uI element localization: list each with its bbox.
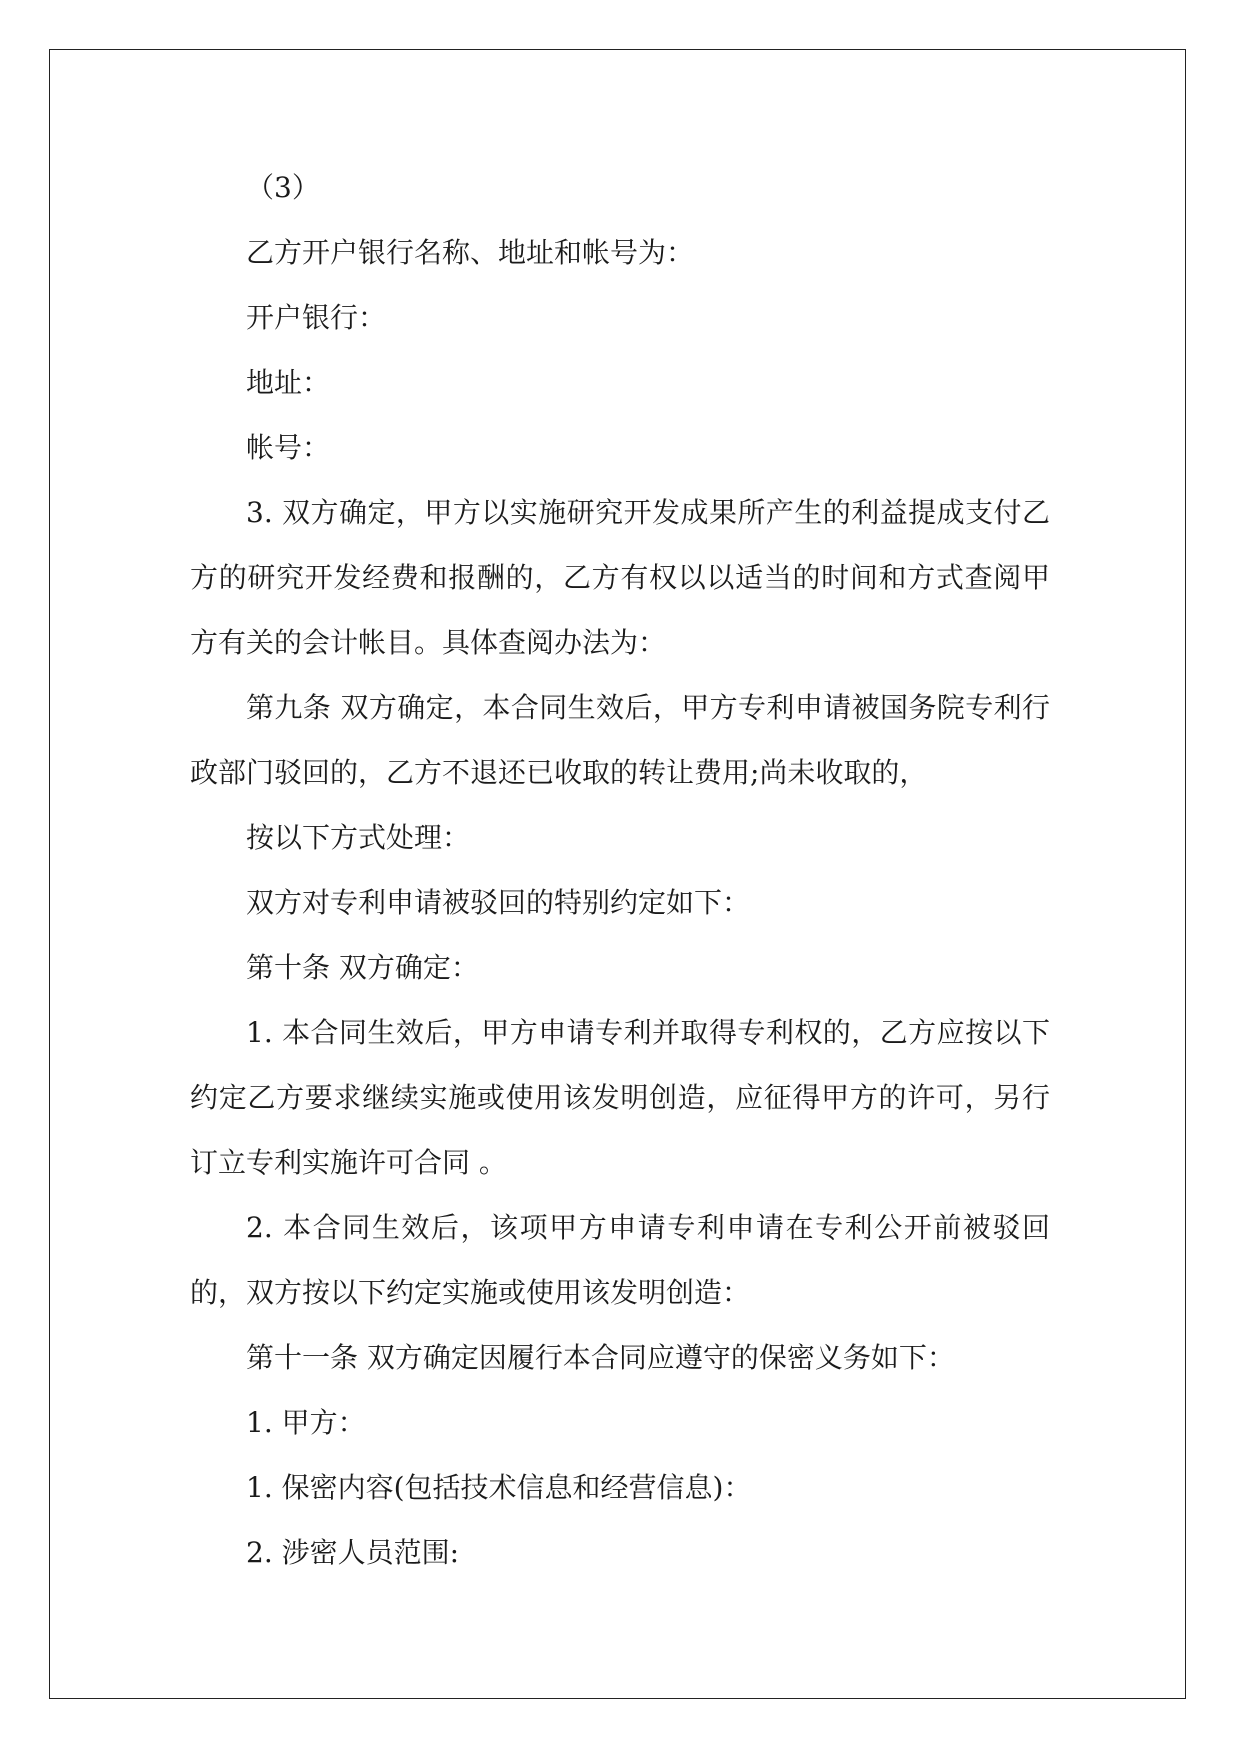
paragraph-account-number: 帐号： [246, 431, 331, 464]
paragraph-article-10: 第十条 双方确定： [246, 951, 479, 984]
paragraph-clause-3: 3. 双方确定，甲方以实施研究开发成果所产生的利益提成支付乙方的研究开发经费和报酬的，乙方有权以以适当的时间和方式查阅甲方有关的会计帐目。具体查阅办法为： [190, 496, 1050, 659]
paragraph-handling-method: 按以下方式处理： [246, 821, 471, 854]
paragraph-party-a: 1. 甲方： [246, 1406, 366, 1439]
paragraph-bank-name: 开户银行： [246, 301, 387, 334]
paragraph-special-agreement: 双方对专利申请被驳回的特别约定如下： [246, 886, 751, 919]
paragraph-address: 地址： [246, 366, 331, 399]
paragraph-confidential-content: 1. 保密内容(包括技术信息和经营信息)： [246, 1471, 752, 1504]
paragraph-personnel-scope: 2. 涉密人员范围: [246, 1536, 460, 1569]
document-body [190, 155, 1050, 1585]
paragraph-article-9: 第九条 双方确定，本合同生效后，甲方专利申请被国务院专利行政部门驳回的，乙方不退还已收取的转让费用;尚未收取的， [190, 691, 1050, 789]
paragraph-article-10-clause-2: 2. 本合同生效后，该项甲方申请专利申请在专利公开前被驳回的，双方按以下约定实施或使用该发明创造： [190, 1211, 1050, 1309]
paragraph-item-3: （3） [246, 171, 320, 204]
paragraph-article-10-clause-1: 1. 本合同生效后，甲方申请专利并取得专利权的，乙方应按以下约定乙方要求继续实施或使用该发明创造，应征得甲方的许可，另行订立专利实施许可合同 。 [190, 1016, 1050, 1179]
paragraph-article-11: 第十一条 双方确定因履行本合同应遵守的保密义务如下： [246, 1341, 955, 1374]
paragraph-bank-info-heading: 乙方开户银行名称、地址和帐号为： [246, 236, 695, 269]
